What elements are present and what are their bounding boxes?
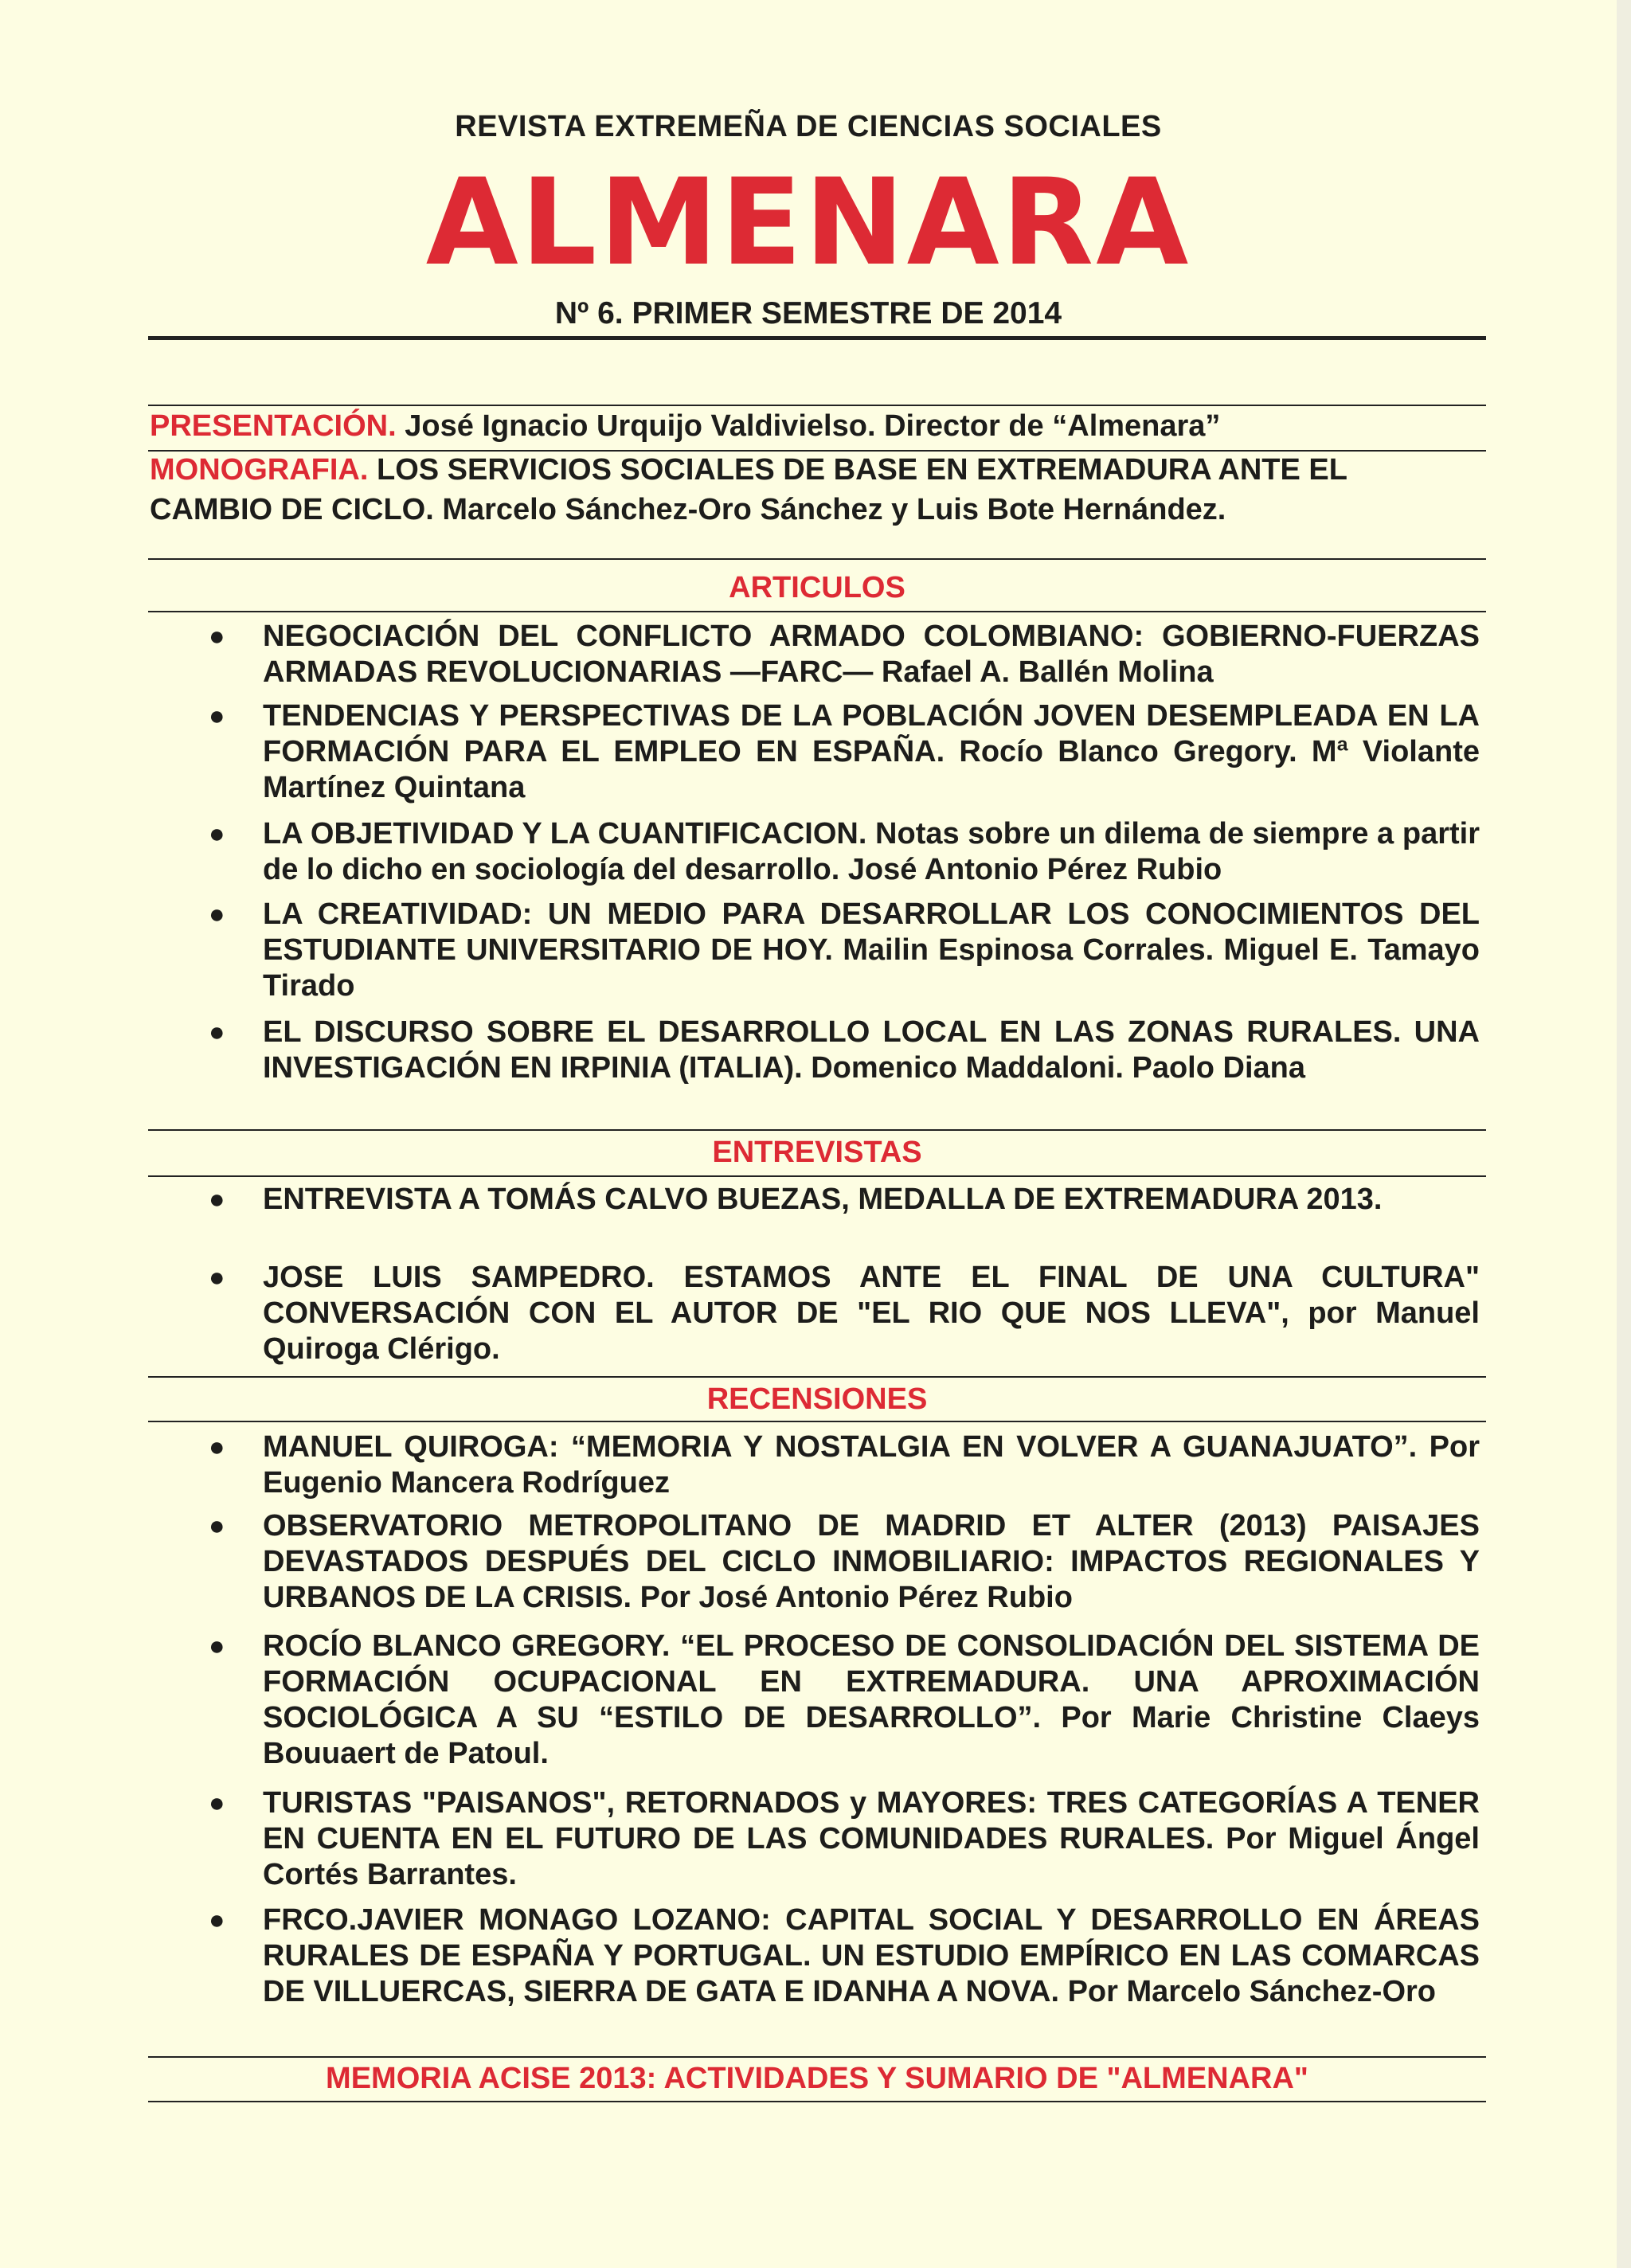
divider [148, 1376, 1486, 1378]
bullet: ● [209, 701, 225, 731]
list-item: JOSE LUIS SAMPEDRO. ESTAMOS ANTE EL FINAL DE UNA CULTURA" CONVERSACIÓN CON EL AUTOR DE "EL RIO QUE NOS LLEVA", por Manuel Quiroga Clérigo. [263, 1261, 1480, 1366]
bullet: ● [209, 1432, 225, 1462]
list-item: ROCÍO BLANCO GREGORY. “EL PROCESO DE CONSOLIDACIÓN DEL SISTEMA DE FORMACIÓN OCUPACIONAL EN EXTREMADURA. UNA APROXIMACIÓN SOCIOLÓGICA A SU “ESTILO DE DESARROLLO”. Por Marie Christine Claeys Bouuaert de Patoul. [263, 1629, 1480, 1770]
list-item: TURISTAS "PAISANOS", RETORNADOS y MAYORES: TRES CATEGORÍAS A TENER EN CUENTA EN EL FUTURO DE LAS COMUNIDADES RURALES. Por Miguel Ángel Cortés Barrantes. [263, 1786, 1480, 1891]
list-item: TENDENCIAS Y PERSPECTIVAS DE LA POBLACIÓN JOVEN DESEMPLEADA EN LA FORMACIÓN PARA EL EMPLEO EN ESPAÑA. Rocío Blanco Gregory. Mª Violante Martínez Quintana [263, 699, 1480, 804]
monografia-entry [150, 452, 1480, 488]
section-heading-articulos: ARTICULOS [729, 571, 905, 604]
divider [148, 405, 1486, 406]
bullet: ● [209, 1511, 225, 1541]
divider [148, 558, 1486, 560]
memoria-line: MEMORIA ACISE 2013: ACTIVIDADES Y SUMARIO DE "ALMENARA" [326, 2062, 1308, 2095]
bullet: ● [209, 1631, 225, 1661]
journal-subtitle: REVISTA EXTREMEÑA DE CIENCIAS SOCIALES [455, 110, 1162, 143]
section-heading-recensiones: RECENSIONES [706, 1382, 928, 1416]
section-heading-entrevistas: ENTREVISTAS [712, 1136, 922, 1169]
divider [148, 2101, 1486, 2102]
divider [148, 336, 1486, 340]
presentacion-label: PRESENTACIÓN. [150, 409, 397, 443]
bullet: ● [209, 819, 225, 849]
journal-title: ALMENARA [425, 154, 1191, 292]
list-item: ENTREVISTA A TOMÁS CALVO BUEZAS, MEDALLA DE EXTREMADURA 2013. [263, 1183, 1383, 1216]
presentacion-entry [150, 409, 1480, 444]
divider [148, 450, 1486, 452]
bullet: ● [209, 899, 225, 929]
bullet: ● [209, 1788, 225, 1818]
list-item: OBSERVATORIO METROPOLITANO DE MADRID ET ALTER (2013) PAISAJES DEVASTADOS DESPUÉS DEL CICLO INMOBILIARIO: IMPACTOS REGIONALES Y URBANOS DE LA CRISIS. Por José Antonio Pérez Rubio [263, 1509, 1480, 1614]
divider [148, 1129, 1486, 1131]
divider [148, 611, 1486, 612]
issue-number: Nº 6. PRIMER SEMESTRE DE 2014 [554, 296, 1062, 330]
bullet: ● [209, 1184, 225, 1214]
bullet: ● [209, 1262, 225, 1292]
divider [148, 1175, 1486, 1177]
list-item: LA OBJETIVIDAD Y LA CUANTIFICACION. Notas sobre un dilema de siempre a partir de lo dicho en sociología del desarrollo. José Antonio Pérez Rubio [263, 817, 1480, 886]
bullet: ● [209, 1017, 225, 1047]
list-item: LA CREATIVIDAD: UN MEDIO PARA DESARROLLAR LOS CONOCIMIENTOS DEL ESTUDIANTE UNIVERSITARIO DE HOY. Mailin Espinosa Corrales. Miguel E. Tamayo Tirado [263, 897, 1480, 1003]
bullet: ● [209, 621, 225, 651]
divider [148, 1421, 1486, 1422]
list-item: MANUEL QUIROGA: “MEMORIA Y NOSTALGIA EN VOLVER A GUANAJUATO”. Por Eugenio Mancera Rodríguez [263, 1430, 1480, 1500]
list-item: FRCO.JAVIER MONAGO LOZANO: CAPITAL SOCIAL Y DESARROLLO EN ÁREAS RURALES DE ESPAÑA Y PORTUGAL. UN ESTUDIO EMPÍRICO EN LAS COMARCAS DE VILLUERCAS, SIERRA DE GATA E IDANHA A NOVA. Por Marcelo Sánchez-Oro [263, 1903, 1480, 2008]
divider [148, 2056, 1486, 2058]
list-item: NEGOCIACIÓN DEL CONFLICTO ARMADO COLOMBIANO: GOBIERNO-FUERZAS ARMADAS REVOLUCIONARIAS —FARC— Rafael A. Ballén Molina [263, 620, 1480, 689]
presentacion-text: José Ignacio Urquijo Valdivielso. Director de “Almenara” [405, 409, 1221, 443]
monografia-label: MONOGRAFIA. [150, 453, 369, 487]
monografia-line2: CAMBIO DE CICLO. Marcelo Sánchez-Oro Sánchez y Luis Bote Hernández. [150, 493, 1226, 526]
list-item: EL DISCURSO SOBRE EL DESARROLLO LOCAL EN LAS ZONAS RURALES. UNA INVESTIGACIÓN EN IRPINIA (ITALIA). Domenico Maddaloni. Paolo Diana [263, 1015, 1480, 1085]
bullet: ● [209, 1905, 225, 1935]
monografia-line1: LOS SERVICIOS SOCIALES DE BASE EN EXTREMADURA ANTE EL [377, 453, 1347, 487]
